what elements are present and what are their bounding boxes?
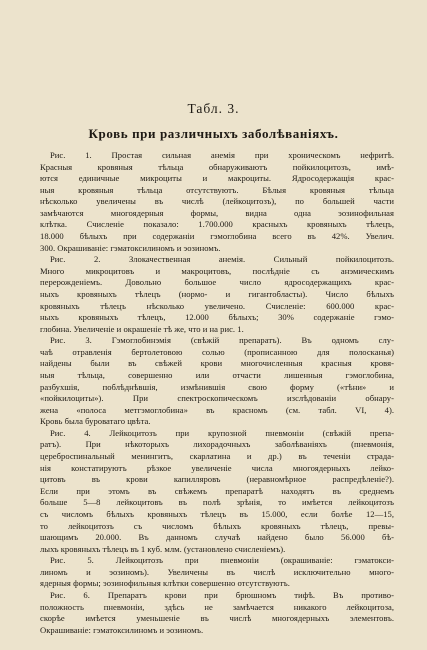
text-line: замѣчаются многоядерныя формы, видна одна эозинофильная xyxy=(40,207,394,218)
text-line: ныхъ кровяныхъ тѣлецъ, 12.000 бѣлыхъ; 30% содержанiе гэмо- xyxy=(40,312,394,323)
text-line: Рис. 2. Злокачественная анемiя. Сильный пойкилоцитозъ. xyxy=(50,254,394,265)
text-line: клѣтка. Счисленiе показало: 1.700.000 красныхъ кровяныхъ тѣлецъ, xyxy=(40,219,394,230)
text-line: Рис. 5. Лейкоцитозъ при пневмонiи (окрашиванiе: гэматокси- xyxy=(50,555,394,566)
text-line: ныя тѣльца, совершенно или отчасти лишенныя гэмоглобина, xyxy=(40,369,394,380)
text-line: кровяныхъ тѣлецъ нѣсколько увеличено. Счисленiе: 600.000 крас- xyxy=(40,300,394,311)
text-line: чаѣ отравленiя бертолетовою солью (прописанною для полосканья) xyxy=(40,346,394,357)
text-line: Если при этомъ въ свѣжемъ препаратѣ находятъ въ среднемъ xyxy=(40,485,394,496)
text-line: нiя констатируютъ рѣзкое увеличенiе числа многоядерныхъ лейко- xyxy=(40,462,394,473)
text-line: 18.000 бѣлыхъ при содержанiи гэмоглобина всего въ 42%. Увелич. xyxy=(40,231,394,242)
text-line: ныхъ кровяныхъ тѣлецъ (нормо- и гигантобласты). Число бѣлыхъ xyxy=(40,288,394,299)
text-line: Рис. 1. Простая сильная анемiя при хроническомъ нефритѣ. xyxy=(50,150,394,160)
text-line: ются единичные микроциты и макроциты. Ядросодержащiя крас- xyxy=(40,173,394,184)
plate-title: Табл. 3. xyxy=(187,101,240,116)
text-line: шающимъ 20.000. Въ данномъ случаѣ найдено было 56.000 бѣ- xyxy=(40,532,394,543)
text-line: Рис. 6. Препаратъ крови при брюшномъ тифѣ. Въ противо- xyxy=(50,589,394,600)
text-line: нѣсколько увеличены въ числѣ (лейкоцитозъ), по большей части xyxy=(40,196,394,207)
text-line: Кровь была буроватаго цвѣта. xyxy=(40,416,151,427)
text-line: перерожденiемъ. Довольно большое число ядросодержащихъ крас- xyxy=(40,277,394,288)
text-line: глобина. Увеличенiе и окрашенiе тѣ же, что и на рис. 1. xyxy=(40,323,244,334)
text-line: найдены были въ свѣжей крови многочисленныя красныя кровя- xyxy=(40,358,394,369)
text-line: линомъ и эозиномъ). Увеличены въ числѣ исключительно много- xyxy=(40,566,394,577)
text-line: Много микроцитовъ и макроцитовъ, послѣднiе съ анэмическимъ xyxy=(40,265,394,276)
text-line: ядерныя формы; эозинофильныя клѣтки совершенно отсутствуютъ. xyxy=(40,578,290,589)
text-line: Рис. 3. Гэмоглобинэмiя (свѣжiй препаратъ). Въ одномъ слу- xyxy=(50,335,394,346)
text-line: цереброспинальный менингитъ, скарлатина и др.) въ теченiи страда- xyxy=(40,451,394,462)
text-line: Красныя кровяныя тѣльца обнаруживаютъ пойкилоцитозъ, имѣ- xyxy=(40,161,394,172)
text-line: Рис. 4. Лейкоцитозъ при крупозной пневмонiи (свѣжiй препа- xyxy=(50,427,394,438)
text-line: Окрашиванiе: гэматоксилиномъ и эозиномъ. xyxy=(40,624,204,635)
text-line: разбухшiя, поблѣднѣвшiя, измѣнившiя свою форму («тѣни» и xyxy=(40,381,394,392)
text-line: больше 5—8 лейкоцитовъ въ полѣ зрѣнiя, то имѣется лейкоцитозъ xyxy=(40,497,394,508)
section-heading: Кровь при различныхъ заболѣванiяхъ. xyxy=(88,126,339,141)
text-line: ратъ). При нѣкоторыхъ лихорадочныхъ заболѣванiяхъ (пневмонiя, xyxy=(40,439,394,450)
text-line: цитовъ въ крови капилляровъ (неравномѣрное распредѣленiе?). xyxy=(40,474,394,485)
text-line: ныя кровяныя тѣльца отсутствуютъ. Бѣлыя кровяныя тѣльца xyxy=(40,184,394,195)
text-line: жена «полоса метгэмоглобина» въ красномъ (см. табл. VI, 4). xyxy=(40,404,394,415)
text-line: скорѣе имѣется уменьшенiе въ числѣ многоядерныхъ элементовъ. xyxy=(40,613,394,624)
text-line: положность пневмонiи, здѣсь не замѣчается никакого лейкоцитоза, xyxy=(40,601,394,612)
text-line: съ числомъ бѣлыхъ кровяныхъ тѣлецъ въ 15.000, если болѣе 12—15, xyxy=(40,508,394,519)
text-line: «пойкилоциты»). При спектроскопическомъ изслѣдованiи обнару- xyxy=(40,393,394,404)
text-line: лыхъ кровяныхъ тѣлецъ въ 1 куб. млм. (установлено счисленiемъ). xyxy=(40,543,286,554)
body-text xyxy=(40,150,394,636)
text-line: 300. Окрашиванiе: гэматоксилиномъ и эозиномъ. xyxy=(40,242,221,253)
text-line: то лейкоцитозъ съ числомъ бѣлыхъ кровяныхъ тѣлецъ, превы- xyxy=(40,520,394,531)
